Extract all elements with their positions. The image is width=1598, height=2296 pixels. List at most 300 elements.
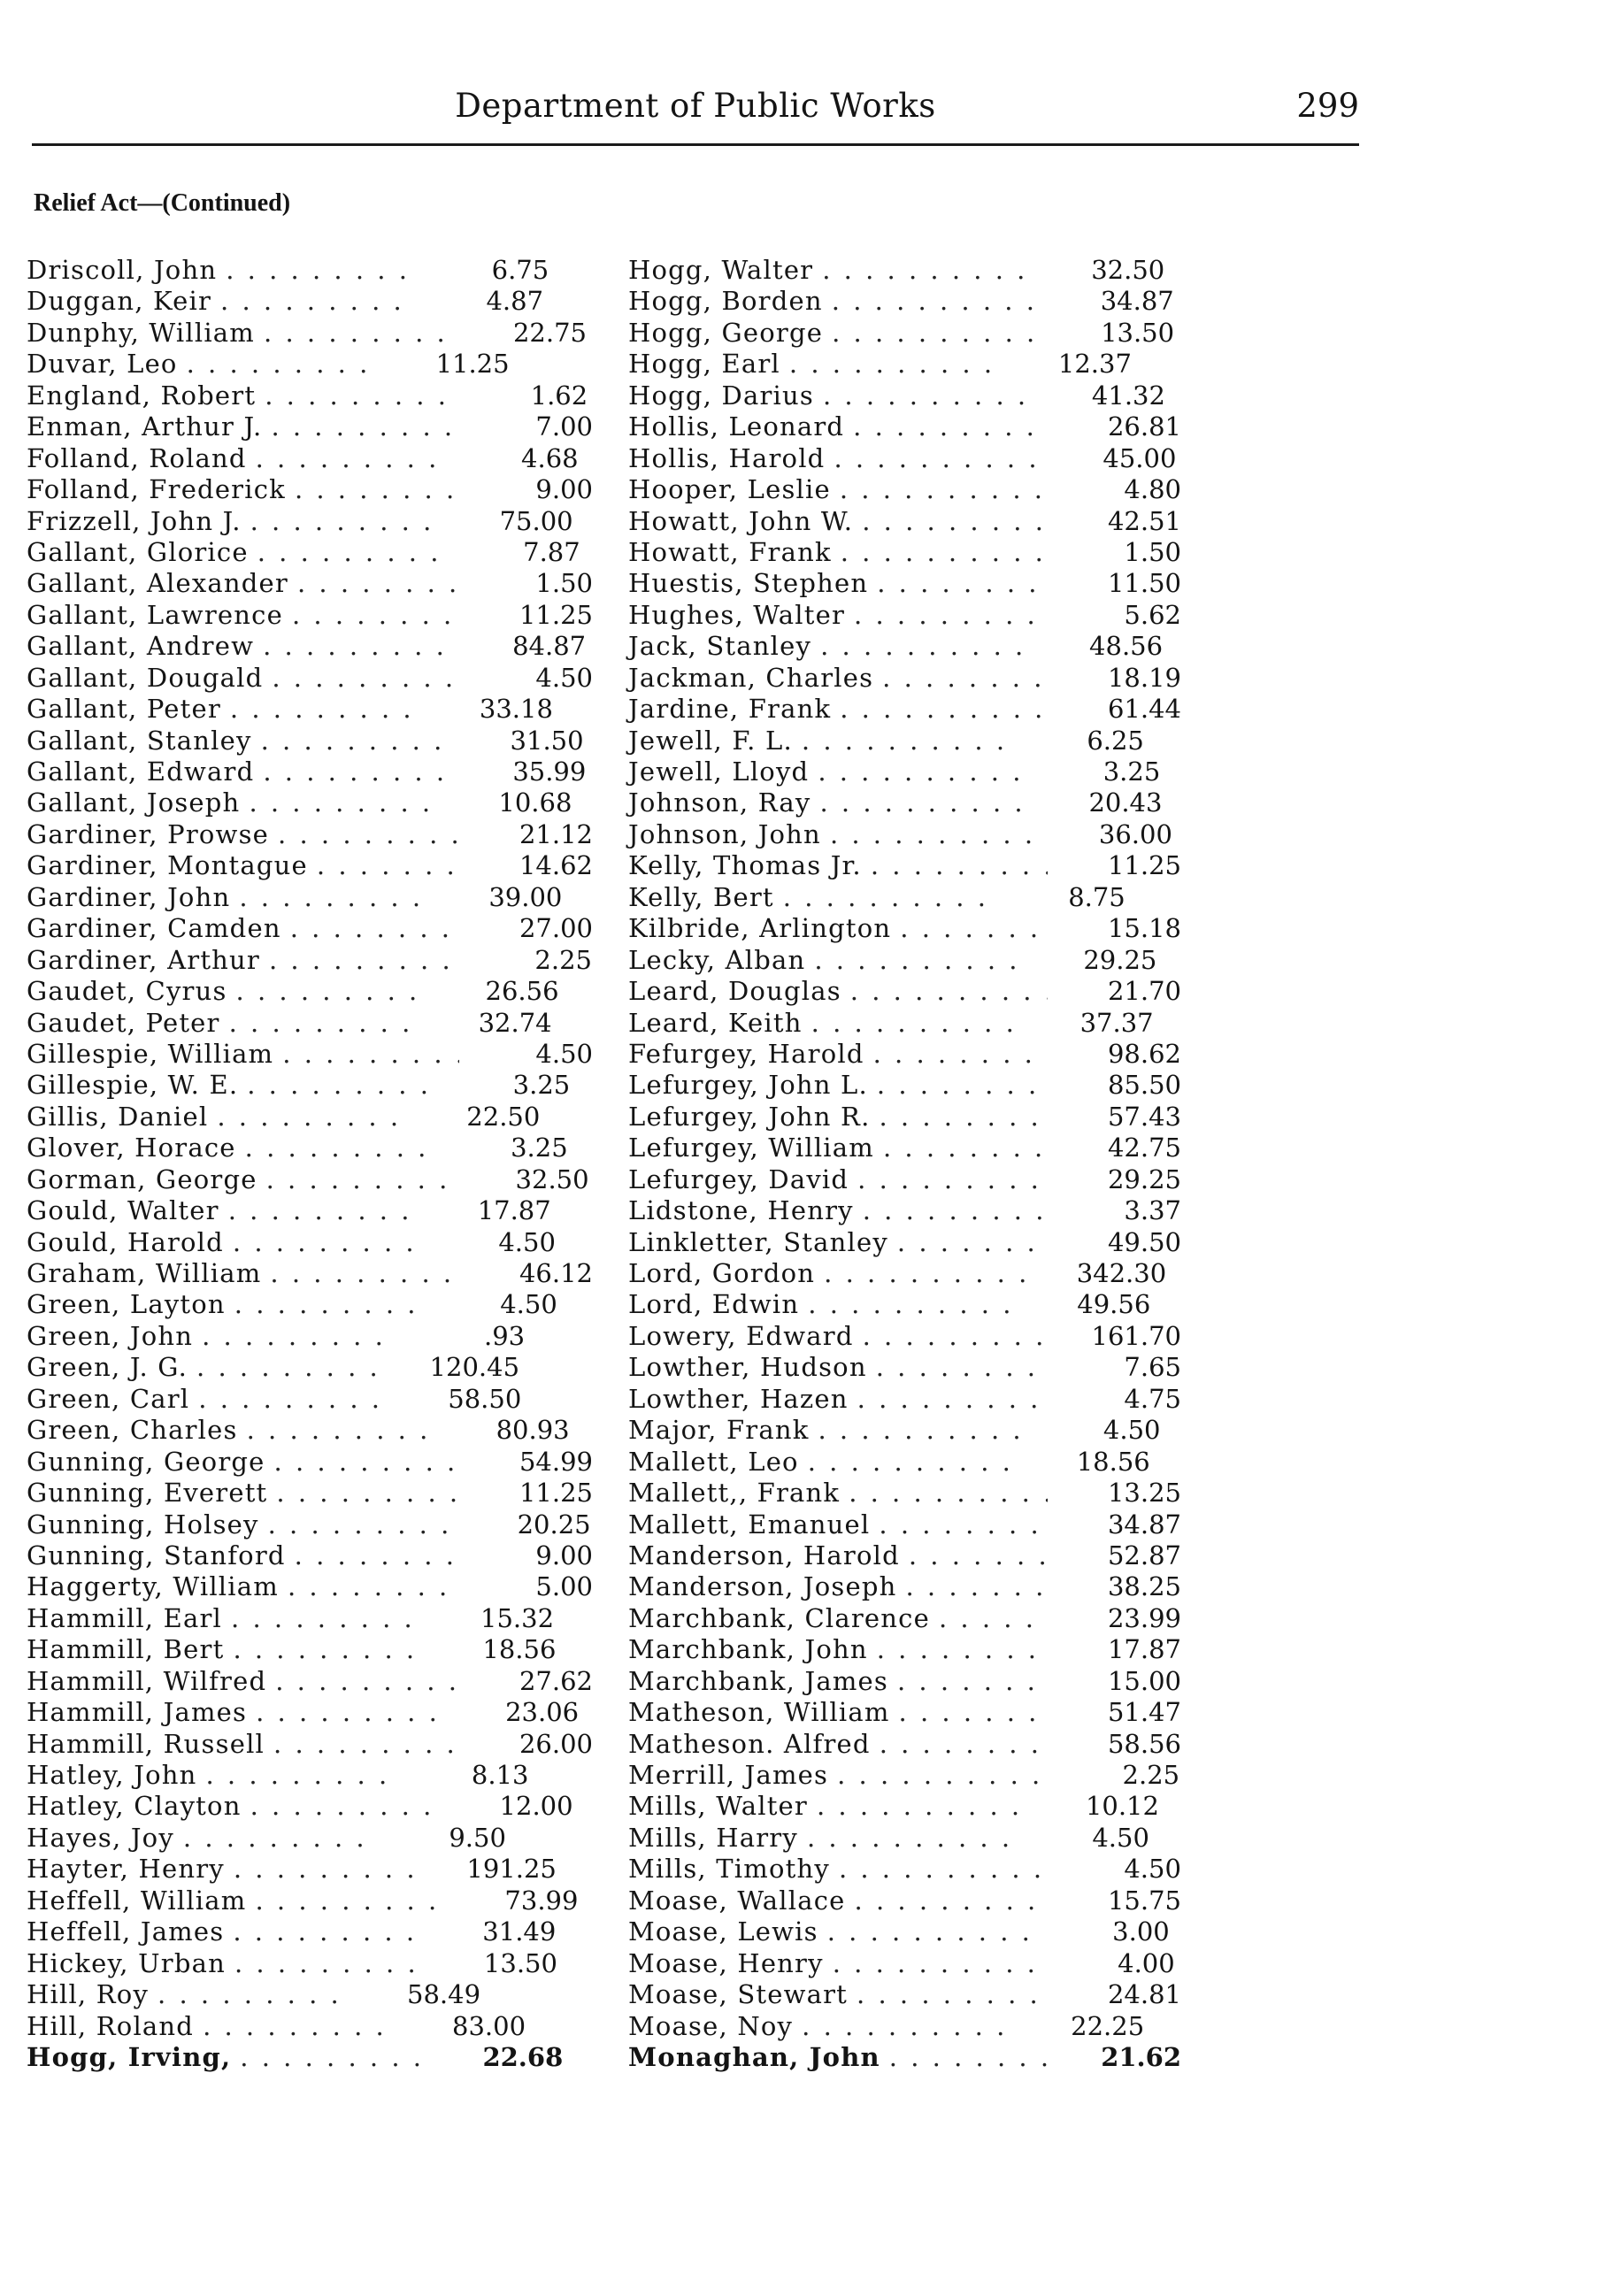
dot-leader <box>278 819 459 850</box>
list-item <box>27 1603 593 1634</box>
payee-name: Kelly, Thomas Jr. <box>628 850 862 881</box>
payment-amount: 37.37 <box>1079 1007 1154 1038</box>
dot-leader <box>198 1384 388 1415</box>
list-item <box>27 882 593 913</box>
dot-leader <box>814 945 1023 976</box>
list-item <box>27 756 593 787</box>
payee-name: Gillis, Daniel <box>27 1101 209 1132</box>
payee-name: Gillespie, W. E. <box>27 1070 239 1101</box>
payee-name: Hayter, Henry <box>27 1854 225 1885</box>
list-item <box>27 1384 593 1415</box>
dot-leader <box>236 976 426 1007</box>
list-item <box>27 380 593 411</box>
payment-amount: 20.43 <box>1088 787 1163 818</box>
list-item <box>628 380 1181 411</box>
payment-amount: 1.50 <box>535 568 593 599</box>
payment-amount: 15.18 <box>1107 913 1181 944</box>
payment-amount: 9.00 <box>535 474 593 505</box>
payee-name: Marchbank, John <box>628 1634 868 1665</box>
payee-name: Lefurgey, William <box>628 1133 874 1163</box>
payee-name: Gallant, Joseph <box>27 787 241 818</box>
dot-leader <box>855 1885 1048 1916</box>
dot-leader <box>273 1729 459 1760</box>
payee-name: Lord, Edwin <box>628 1289 800 1320</box>
list-item <box>628 913 1181 944</box>
payee-name: Mills, Harry <box>628 1822 798 1853</box>
payee-name: Gunning, Everett <box>27 1478 268 1509</box>
payee-name: Gunning, Holsey <box>27 1509 259 1540</box>
list-item <box>27 255 593 286</box>
list-item <box>27 1916 593 1947</box>
list-item <box>27 1008 593 1039</box>
list-item <box>27 318 593 349</box>
list-item <box>628 945 1181 976</box>
payment-amount: 45.00 <box>1102 442 1177 473</box>
list-item <box>27 631 593 662</box>
payment-amount: 14.62 <box>519 850 593 881</box>
list-item <box>27 1070 593 1101</box>
payee-name: Jackman, Charles <box>628 662 874 693</box>
dot-leader <box>250 1791 440 1822</box>
dot-leader <box>256 443 445 474</box>
list-item <box>27 913 593 944</box>
payment-amount: 22.68 <box>482 2041 564 2072</box>
payment-amount: 120.45 <box>429 1352 520 1383</box>
payee-name: Mallett, Leo <box>628 1446 799 1477</box>
payee-name: Gallant, Lawrence <box>27 599 283 630</box>
payee-name: Hollis, Leonard <box>628 411 845 442</box>
payee-name: Jardine, Frank <box>628 694 832 725</box>
payee-name: Lowther, Hudson <box>628 1352 867 1383</box>
dot-leader <box>837 1760 1046 1791</box>
payee-name: Moase, Henry <box>628 1947 824 1978</box>
list-item <box>628 976 1181 1007</box>
dot-leader <box>854 600 1048 631</box>
list-item <box>628 1666 1181 1697</box>
payment-amount: 4.75 <box>1124 1383 1181 1414</box>
list-item <box>27 1979 593 2010</box>
payee-name: Hogg, Irving, <box>27 2041 232 2072</box>
list-item <box>628 1008 1181 1039</box>
list-item <box>628 1571 1181 1602</box>
dot-leader <box>899 1697 1048 1728</box>
dot-leader <box>818 756 1026 787</box>
list-item <box>628 255 1181 286</box>
dot-leader <box>264 318 453 349</box>
list-item <box>628 1729 1181 1760</box>
payment-amount: 22.75 <box>512 317 588 348</box>
payee-name: Manderson, Joseph <box>628 1571 897 1602</box>
dot-leader <box>897 1227 1048 1258</box>
dot-leader <box>840 474 1048 505</box>
list-item <box>628 819 1181 850</box>
dot-leader <box>250 506 440 537</box>
payment-amount: 12.00 <box>499 1791 573 1822</box>
dot-leader <box>840 694 1048 725</box>
dot-leader <box>234 1289 424 1320</box>
payment-amount: 6.25 <box>1087 725 1144 756</box>
list-item <box>628 756 1181 787</box>
payment-amount: 73.99 <box>504 1885 579 1916</box>
payee-name: Hatley, Clayton <box>27 1791 242 1822</box>
payee-name: Hughes, Walter <box>628 599 846 630</box>
payee-name: Gallant, Glorice <box>27 536 249 567</box>
payee-name: Gardiner, John <box>27 881 231 912</box>
list-item <box>27 1102 593 1133</box>
section-heading: Relief Act—(Continued) <box>34 189 291 217</box>
list-item <box>628 1478 1181 1509</box>
dot-leader <box>863 1195 1048 1226</box>
dot-leader <box>187 349 376 380</box>
dot-leader <box>823 380 1032 411</box>
payee-name: Green, J. G. <box>27 1352 188 1383</box>
list-item <box>27 2042 593 2073</box>
payment-amount: 31.50 <box>510 725 584 756</box>
payment-amount: 34.87 <box>1100 286 1174 317</box>
list-item <box>27 694 593 725</box>
payment-amount: 41.32 <box>1091 380 1165 411</box>
payee-name: Marchbank, Clarence <box>628 1602 930 1633</box>
payee-name: Moase, Stewart <box>628 1979 849 2010</box>
dot-leader <box>266 1164 456 1195</box>
payee-name: Hammill, James <box>27 1697 248 1728</box>
list-item <box>628 1697 1181 1728</box>
list-item <box>27 1634 593 1665</box>
list-item <box>27 600 593 631</box>
dot-leader <box>295 474 459 505</box>
left-column-list <box>27 255 593 2073</box>
list-item <box>27 850 593 881</box>
list-item <box>27 1352 593 1383</box>
payee-name: Gardiner, Arthur <box>27 944 260 975</box>
payment-amount: 3.37 <box>1124 1195 1181 1226</box>
payment-amount: 13.50 <box>483 1947 557 1978</box>
list-item <box>27 1540 593 1571</box>
payment-amount: 32.74 <box>478 1007 552 1038</box>
list-item <box>27 506 593 537</box>
payee-name: Mallett, Emanuel <box>628 1509 871 1540</box>
payment-amount: 98.62 <box>1107 1038 1181 1069</box>
payment-amount: 58.49 <box>407 1979 481 2010</box>
dot-leader <box>271 411 459 442</box>
list-item <box>628 2042 1181 2073</box>
dot-leader <box>824 1258 1033 1289</box>
payment-amount: 3.25 <box>512 1070 571 1101</box>
payment-amount: 38.25 <box>1107 1571 1181 1602</box>
list-item <box>27 945 593 976</box>
dot-leader <box>807 1823 1016 1854</box>
payment-amount: 52.87 <box>1107 1540 1181 1570</box>
list-item <box>27 1039 593 1070</box>
dot-leader <box>245 1133 434 1163</box>
dot-leader <box>317 850 459 881</box>
payee-name: Hammill, Wilfred <box>27 1665 267 1696</box>
payee-name: Jack, Stanley <box>628 631 812 662</box>
payee-name: Mallett,, Frank <box>628 1478 841 1509</box>
payment-amount: 27.00 <box>519 913 593 944</box>
payee-name: Merrill, James <box>628 1760 829 1790</box>
list-item <box>27 474 593 505</box>
payee-name: Moase, Noy <box>628 2010 794 2041</box>
dot-leader <box>220 286 410 317</box>
payment-amount: 161.70 <box>1091 1320 1181 1351</box>
payee-name: Gillespie, William <box>27 1038 274 1069</box>
payment-amount: 10.68 <box>498 787 572 818</box>
payment-amount: 7.00 <box>535 411 593 442</box>
list-item <box>628 1258 1181 1289</box>
payee-name: Major, Frank <box>628 1415 810 1446</box>
dot-leader <box>288 1571 459 1602</box>
payment-amount: 11.50 <box>1107 568 1181 599</box>
payment-amount: 26.56 <box>485 976 559 1007</box>
payee-name: Hooper, Leslie <box>628 474 831 505</box>
payee-name: Jewell, F. L. <box>628 725 793 756</box>
payee-name: Hill, Roy <box>27 1979 150 2010</box>
dot-leader <box>234 1854 423 1885</box>
list-item <box>27 1321 593 1352</box>
payment-amount: 75.00 <box>499 505 573 536</box>
dot-leader <box>880 1729 1048 1760</box>
list-item <box>27 1164 593 1195</box>
list-item <box>27 1447 593 1478</box>
payment-amount: 49.50 <box>1107 1226 1181 1257</box>
payee-name: Folland, Roland <box>27 442 247 473</box>
payment-amount: 32.50 <box>1091 255 1165 285</box>
dot-leader <box>297 568 459 599</box>
payee-name: Gallant, Edward <box>27 756 255 787</box>
dot-leader <box>249 787 438 818</box>
payment-amount: 27.62 <box>519 1665 593 1696</box>
dot-leader <box>820 631 1029 662</box>
payee-name: Hogg, Darius <box>628 380 814 411</box>
payment-amount: 18.56 <box>482 1634 557 1665</box>
payee-name: England, Robert <box>27 380 257 411</box>
list-item <box>27 1729 593 1760</box>
dot-leader <box>834 443 1042 474</box>
dot-leader <box>850 976 1048 1007</box>
dot-leader <box>272 663 459 694</box>
dot-leader <box>880 1102 1049 1133</box>
dot-leader <box>783 882 992 913</box>
dot-leader <box>231 1603 420 1634</box>
list-item <box>27 976 593 1007</box>
payment-amount: 35.99 <box>512 756 587 787</box>
payee-name: Kelly, Bert <box>628 881 774 912</box>
payee-name: Lefurgey, David <box>628 1163 849 1194</box>
list-item <box>628 506 1181 537</box>
dot-leader <box>196 1352 386 1383</box>
payment-amount: 26.81 <box>1107 411 1181 442</box>
payee-name: Glover, Horace <box>27 1133 236 1163</box>
dot-leader <box>202 1321 391 1352</box>
payee-name: Hatley, John <box>27 1760 197 1790</box>
payee-name: Howatt, Frank <box>628 536 832 567</box>
list-item <box>628 1760 1181 1791</box>
list-item <box>628 349 1181 380</box>
payment-amount: 17.87 <box>477 1195 551 1226</box>
dot-leader <box>871 850 1048 881</box>
payee-name: Matheson. Alfred <box>628 1728 871 1759</box>
payee-name: Hammill, Bert <box>27 1634 225 1665</box>
payee-name: Green, John <box>27 1320 194 1351</box>
payment-amount: 58.50 <box>448 1383 522 1414</box>
list-item <box>27 1697 593 1728</box>
payment-amount: 48.56 <box>1089 631 1164 662</box>
payment-amount: 8.75 <box>1068 881 1126 912</box>
payment-amount: 51.47 <box>1107 1697 1181 1728</box>
payment-amount: 31.49 <box>482 1916 557 1947</box>
dot-leader <box>857 1164 1048 1195</box>
list-item <box>27 1823 593 1854</box>
list-item <box>628 631 1181 662</box>
payee-name: Gallant, Alexander <box>27 568 288 599</box>
payee-name: Hollis, Harold <box>628 442 826 473</box>
payee-name: Gaudet, Peter <box>27 1007 220 1038</box>
payment-amount: 1.50 <box>1124 536 1181 567</box>
payee-name: Driscoll, John <box>27 255 218 285</box>
dot-leader <box>877 1070 1048 1101</box>
payment-amount: 7.65 <box>1124 1352 1181 1383</box>
dot-leader <box>900 913 1048 944</box>
payee-name: Green, Layton <box>27 1289 226 1320</box>
payment-amount: 5.62 <box>1124 599 1181 630</box>
list-item <box>27 1415 593 1446</box>
list-item <box>27 1133 593 1163</box>
dot-leader <box>295 1540 459 1571</box>
payment-amount: 13.25 <box>1107 1478 1181 1509</box>
payee-name: Enman, Arthur J. <box>27 411 263 442</box>
payment-amount: 46.12 <box>519 1258 593 1288</box>
dot-leader <box>873 1039 1048 1070</box>
dot-leader <box>897 1666 1048 1697</box>
payment-amount: 20.25 <box>517 1509 591 1540</box>
payment-amount: 58.56 <box>1107 1728 1181 1759</box>
payment-amount: 4.00 <box>1118 1947 1175 1978</box>
payment-amount: 3.25 <box>1102 756 1161 787</box>
dot-leader <box>882 663 1048 694</box>
payment-amount: 54.99 <box>519 1446 593 1477</box>
payment-amount: .93 <box>483 1320 526 1351</box>
payment-amount: 4.50 <box>500 1289 557 1320</box>
dot-leader <box>839 1854 1048 1885</box>
payee-name: Lidstone, Henry <box>628 1195 854 1226</box>
payment-amount: 42.75 <box>1107 1133 1181 1163</box>
payment-amount: 4.87 <box>486 286 544 317</box>
payment-amount: 21.62 <box>1101 2041 1181 2072</box>
list-item <box>628 787 1181 818</box>
payee-name: Lord, Gordon <box>628 1258 816 1288</box>
list-item <box>27 2011 593 2042</box>
dot-leader <box>265 380 454 411</box>
list-item <box>27 411 593 442</box>
dot-leader <box>827 1916 1036 1947</box>
list-item <box>27 1854 593 1885</box>
payment-amount: 83.00 <box>452 2010 526 2041</box>
dot-leader <box>233 1227 422 1258</box>
list-item <box>628 1164 1181 1195</box>
list-item <box>628 443 1181 474</box>
payee-name: Matheson, William <box>628 1697 890 1728</box>
payment-amount: 4.50 <box>535 1038 593 1069</box>
dot-leader <box>939 1603 1048 1634</box>
dot-leader <box>832 318 1041 349</box>
payee-name: Moase, Lewis <box>628 1916 818 1947</box>
payee-name: Fefurgey, Harold <box>628 1038 864 1069</box>
list-item <box>628 882 1181 913</box>
dot-leader <box>292 600 459 631</box>
payment-amount: 34.87 <box>1107 1509 1181 1540</box>
payee-name: Haggerty, William <box>27 1571 279 1602</box>
payee-name: Gardiner, Camden <box>27 913 281 944</box>
dot-leader <box>832 286 1041 317</box>
payee-name: Kilbride, Arlington <box>628 913 892 944</box>
payment-amount: 29.25 <box>1107 1163 1181 1194</box>
dot-leader <box>817 1791 1026 1822</box>
payment-amount: 4.50 <box>498 1226 556 1257</box>
list-item <box>628 1509 1181 1540</box>
dot-leader <box>230 694 419 725</box>
payment-amount: 13.50 <box>1101 317 1175 348</box>
payee-name: Graham, William <box>27 1258 262 1288</box>
payee-name: Hayes, Joy <box>27 1822 174 1853</box>
payee-name: Duggan, Keir <box>27 286 212 317</box>
list-item <box>628 474 1181 505</box>
payment-amount: 22.25 <box>1071 2010 1145 2041</box>
list-item <box>628 1352 1181 1383</box>
list-item <box>27 1791 593 1822</box>
list-item <box>27 1258 593 1289</box>
payment-amount: 84.87 <box>512 631 587 662</box>
list-item <box>27 1289 593 1320</box>
payee-name: Gould, Walter <box>27 1195 219 1226</box>
payee-name: Lowther, Hazen <box>628 1383 849 1414</box>
dot-leader <box>205 1760 395 1791</box>
dot-leader <box>233 1916 422 1947</box>
dot-leader <box>877 1634 1048 1665</box>
list-item <box>628 850 1181 881</box>
payment-amount: 21.12 <box>519 818 593 849</box>
dot-leader <box>268 1509 457 1540</box>
payee-name: Monaghan, John <box>628 2041 880 2072</box>
payee-name: Johnson, Ray <box>628 787 811 818</box>
payee-name: Lecky, Alban <box>628 944 806 975</box>
payment-amount: 2.25 <box>534 944 592 975</box>
dot-leader <box>261 726 450 756</box>
payee-name: Hammill, Russell <box>27 1728 265 1759</box>
payment-amount: 17.87 <box>1107 1634 1181 1665</box>
payment-amount: 36.00 <box>1098 818 1172 849</box>
payment-amount: 191.25 <box>466 1854 557 1885</box>
list-item <box>27 568 593 599</box>
dot-leader <box>863 1321 1048 1352</box>
payment-amount: 23.99 <box>1107 1602 1181 1633</box>
list-item <box>27 1509 593 1540</box>
dot-leader <box>822 255 1031 286</box>
payee-name: Marchbank, James <box>628 1665 888 1696</box>
dot-leader <box>183 1823 373 1854</box>
header-rule <box>32 143 1359 146</box>
right-column-list <box>628 255 1181 2073</box>
dot-leader <box>789 349 998 380</box>
list-item <box>27 537 593 568</box>
dot-leader <box>226 255 415 286</box>
list-item <box>27 1478 593 1509</box>
payment-amount: 39.00 <box>488 881 563 912</box>
dot-leader <box>833 1948 1041 1979</box>
payment-amount: 18.56 <box>1076 1446 1150 1477</box>
list-item <box>628 537 1181 568</box>
payee-name: Gardiner, Montague <box>27 850 308 881</box>
